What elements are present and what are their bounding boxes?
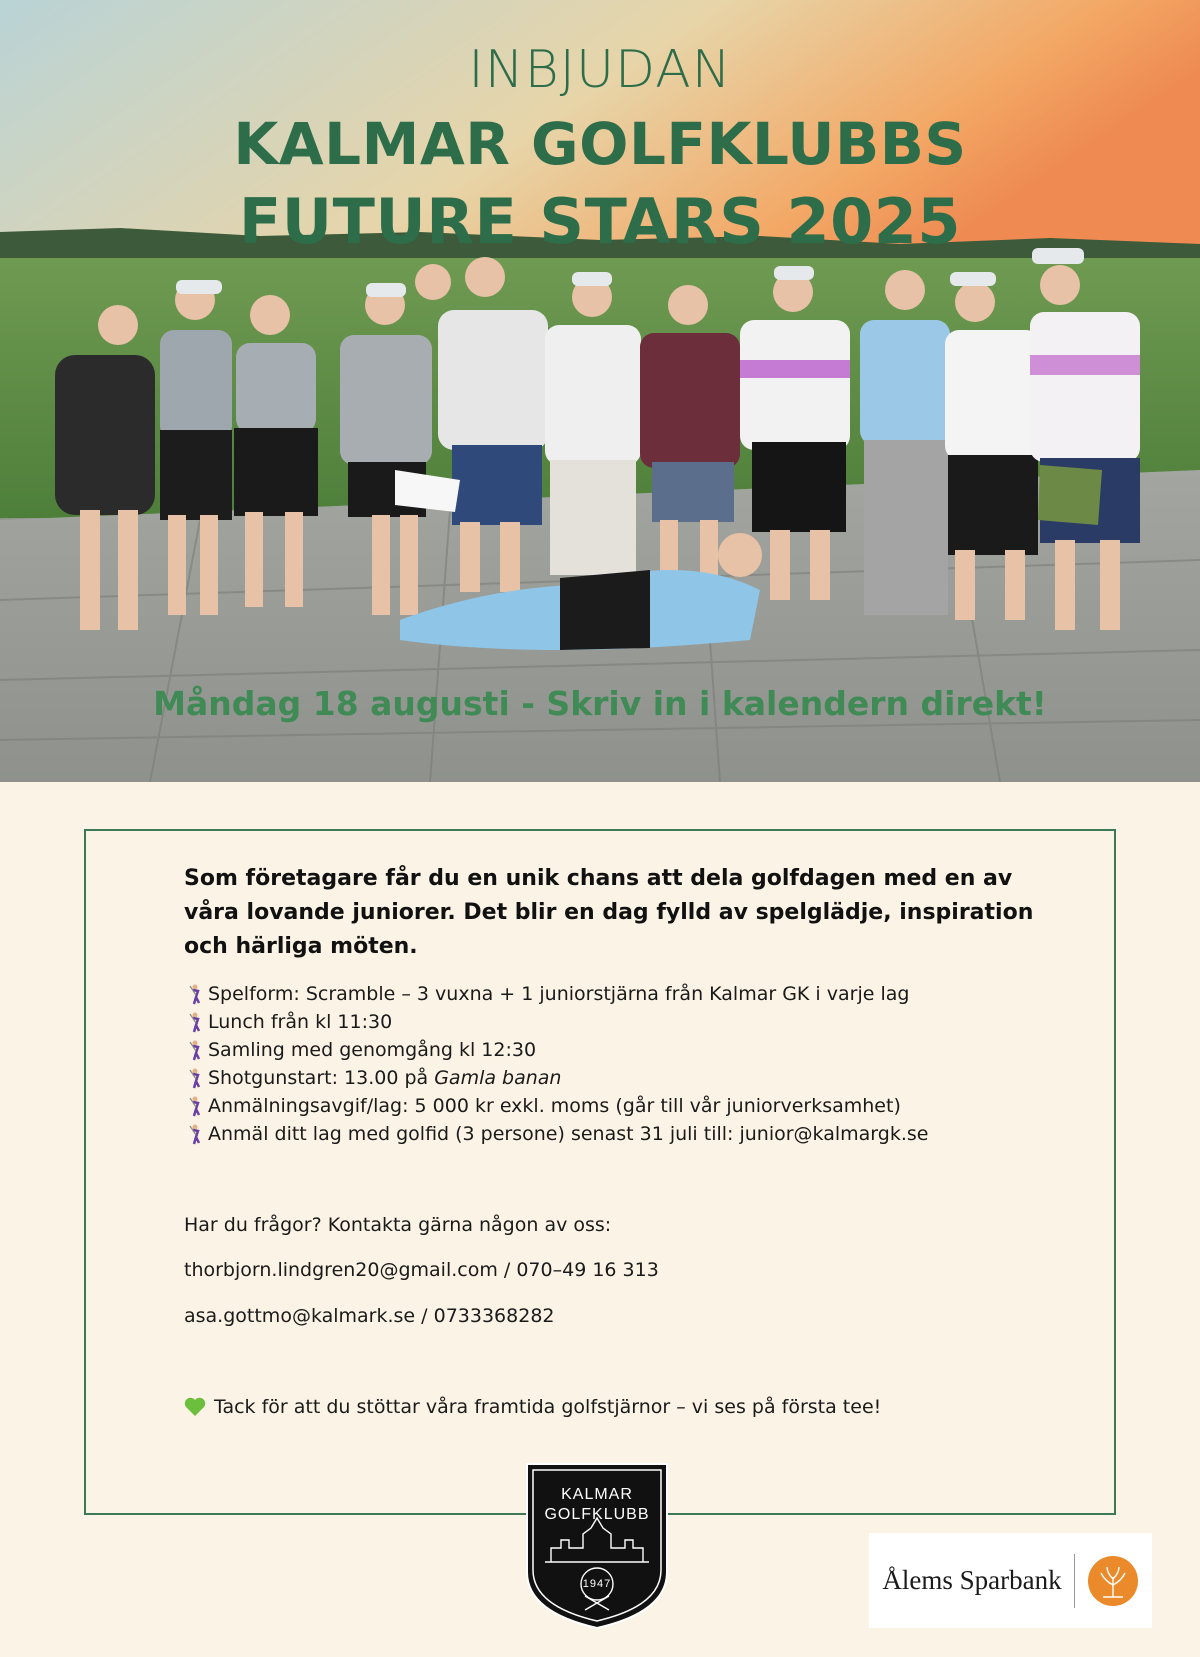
detail-gathering: Samling med genomgång kl 12:30 [208,1039,537,1061]
invitation-heading: INBJUDAN [468,40,732,100]
logo-line2: GOLFKLUBB [544,1506,650,1523]
contact-question: Har du frågor? Kontakta gärna någon av oss: [184,1214,612,1236]
detail-shotgun: Shotgunstart: 13.00 på [208,1067,435,1089]
club-name-heading: KALMAR GOLFKLUBBS [233,110,967,178]
golfer-icon [184,1067,206,1089]
green-heart-icon [184,1397,206,1417]
list-item [184,980,1064,1008]
list-item [184,1036,1064,1064]
sponsor-name: Ålems Sparbank [882,1565,1062,1595]
detail-format: Spelform: Scramble – 3 vuxna + 1 juniorstjärna från Kalmar GK i varje lag [208,983,910,1005]
hero-photo [0,0,1200,782]
golfer-icon [184,1095,206,1117]
logo-year: 1947 [582,1578,612,1590]
kalmar-golfklubb-logo [525,1462,669,1630]
detail-fee: Anmälningsavgif/lag: 5 000 kr exkl. moms (går till vår juniorverksamhet) [208,1095,901,1117]
details-list [184,980,1064,1148]
intro-text: Som företagare får du en unik chans att dela golfdagen med en av våra lovande juniorer. Det blir en dag fylld av spelglädje, inspiration och härliga möten. [184,866,1034,959]
course-name: Gamla banan [434,1067,562,1089]
list-item [184,1064,1064,1092]
thanks-text: Tack för att du stöttar våra framtida golfstjärnor – vi ses på första tee! [214,1396,882,1418]
list-item [184,1092,1064,1120]
sponsor-logo [869,1533,1152,1628]
contact-thorbjorn: thorbjorn.lindgren20@gmail.com / 070–49 16 313 [184,1259,659,1281]
golfer-icon [184,983,206,1005]
event-title: FUTURE STARS 2025 [238,185,962,258]
logo-line1: KALMAR [561,1486,633,1503]
golfer-icon [184,1011,206,1033]
sponsor-divider [1074,1554,1075,1608]
event-date: Måndag 18 augusti - Skriv in i kalendern direkt! [153,684,1047,723]
list-item [184,1008,1064,1036]
list-item [184,1120,1064,1148]
golfer-icon [184,1039,206,1061]
thanks-line [184,1396,881,1418]
sparbank-tree-icon [1087,1555,1139,1607]
golfer-icon [184,1123,206,1145]
detail-lunch: Lunch från kl 11:30 [208,1011,393,1033]
contact-asa: asa.gottmo@kalmark.se / 0733368282 [184,1305,555,1327]
detail-signup: Anmäl ditt lag med golfid (3 persone) senast 31 juli till: junior@kalmargk.se [208,1123,929,1145]
